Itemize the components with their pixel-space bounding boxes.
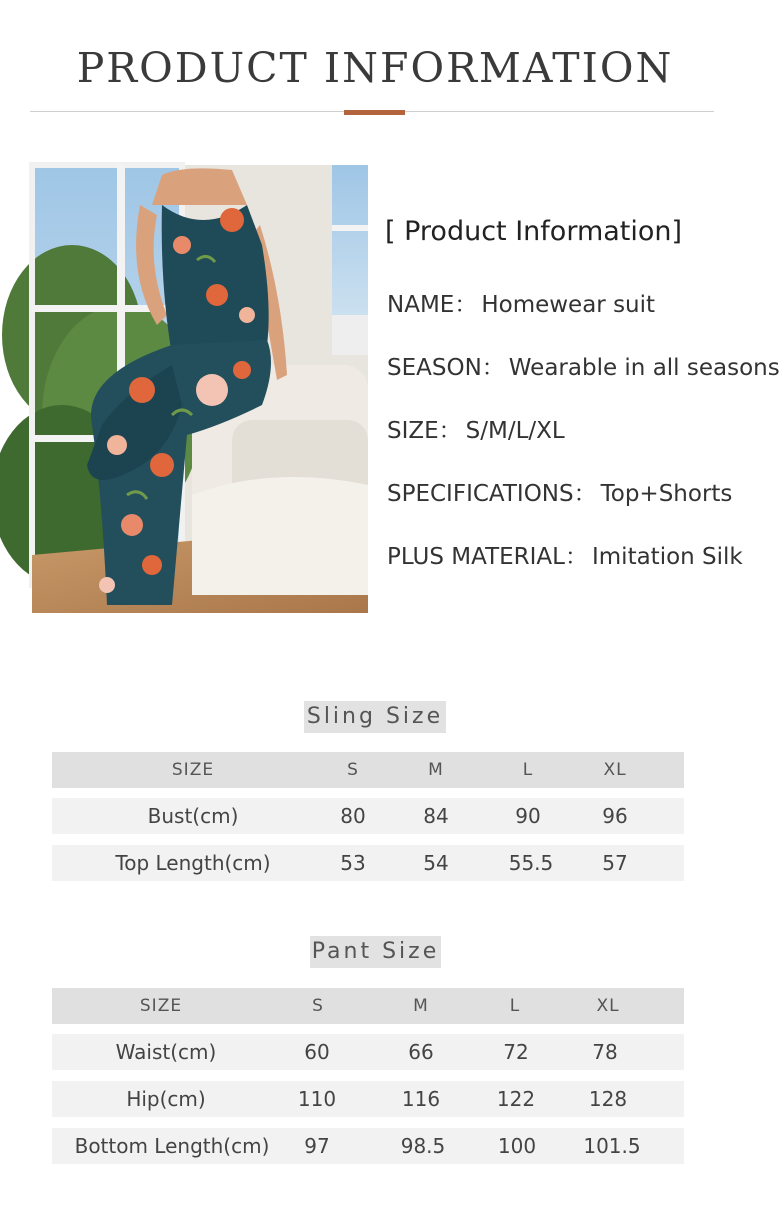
- header-cell: SIZE: [139, 996, 183, 1016]
- table-cell: 60: [304, 1040, 330, 1064]
- table-cell: 72: [503, 1040, 529, 1064]
- table-cell: 100: [497, 1134, 537, 1158]
- info-key: PLUS MATERIAL：: [387, 544, 588, 570]
- table-cell: 84: [423, 804, 449, 828]
- table-cell: 110: [297, 1087, 337, 1111]
- table-row: [52, 798, 684, 834]
- page-title: PRODUCT INFORMATION: [76, 44, 674, 92]
- row-label: Bottom Length(cm): [74, 1134, 270, 1158]
- table-cell: 101.5: [583, 1134, 641, 1158]
- table-cell: 116: [401, 1087, 441, 1111]
- row-label: Waist(cm): [115, 1040, 217, 1064]
- row-label: Top Length(cm): [115, 851, 271, 875]
- table-cell: 80: [340, 804, 366, 828]
- table-row: [52, 1128, 684, 1164]
- header-cell: L: [522, 760, 534, 780]
- header-cell: M: [413, 996, 429, 1016]
- table-header-row: [52, 752, 684, 788]
- table-cell: 122: [496, 1087, 536, 1111]
- table-row: [52, 1034, 684, 1070]
- table-cell: 98.5: [400, 1134, 446, 1158]
- info-value: Wearable in all seasons: [508, 355, 780, 381]
- table-cell: 128: [588, 1087, 628, 1111]
- info-line-name: [387, 286, 655, 319]
- header-cell: S: [347, 760, 359, 780]
- table-cell: 57: [602, 851, 628, 875]
- info-line-season: [387, 349, 780, 382]
- row-label: Hip(cm): [126, 1087, 206, 1111]
- header-cell: SIZE: [171, 760, 215, 780]
- info-line-specifications: [387, 475, 732, 508]
- info-key: NAME：: [387, 292, 478, 318]
- sling-size-label: Sling Size: [304, 701, 446, 733]
- header-cell: XL: [603, 760, 627, 780]
- pant-size-label: Pant Size: [310, 936, 441, 968]
- table-cell: 55.5: [508, 851, 554, 875]
- product-photo: [32, 165, 368, 613]
- table-row: [52, 845, 684, 881]
- table-header-row: [52, 988, 684, 1024]
- row-label: Bust(cm): [147, 804, 239, 828]
- table-cell: 54: [423, 851, 449, 875]
- info-value: Top+Shorts: [600, 481, 733, 507]
- table-cell: 78: [592, 1040, 618, 1064]
- header-cell: L: [509, 996, 521, 1016]
- info-key: SPECIFICATIONS：: [387, 481, 597, 507]
- header-cell: XL: [596, 996, 620, 1016]
- table-cell: 90: [515, 804, 541, 828]
- info-heading: [ Product Information]: [385, 216, 683, 247]
- info-line-material: [387, 538, 743, 571]
- info-value: S/M/L/XL: [465, 418, 565, 444]
- table-cell: 66: [408, 1040, 434, 1064]
- info-key: SEASON：: [387, 355, 505, 381]
- table-row: [52, 1081, 684, 1117]
- info-line-size: [387, 412, 565, 445]
- table-cell: 97: [304, 1134, 330, 1158]
- info-value: Homewear suit: [481, 292, 656, 318]
- info-key: SIZE：: [387, 418, 462, 444]
- header-cell: M: [428, 760, 444, 780]
- header-cell: S: [312, 996, 324, 1016]
- table-cell: 53: [340, 851, 366, 875]
- title-accent-bar: [344, 110, 405, 115]
- table-cell: 96: [602, 804, 628, 828]
- info-value: Imitation Silk: [591, 544, 743, 570]
